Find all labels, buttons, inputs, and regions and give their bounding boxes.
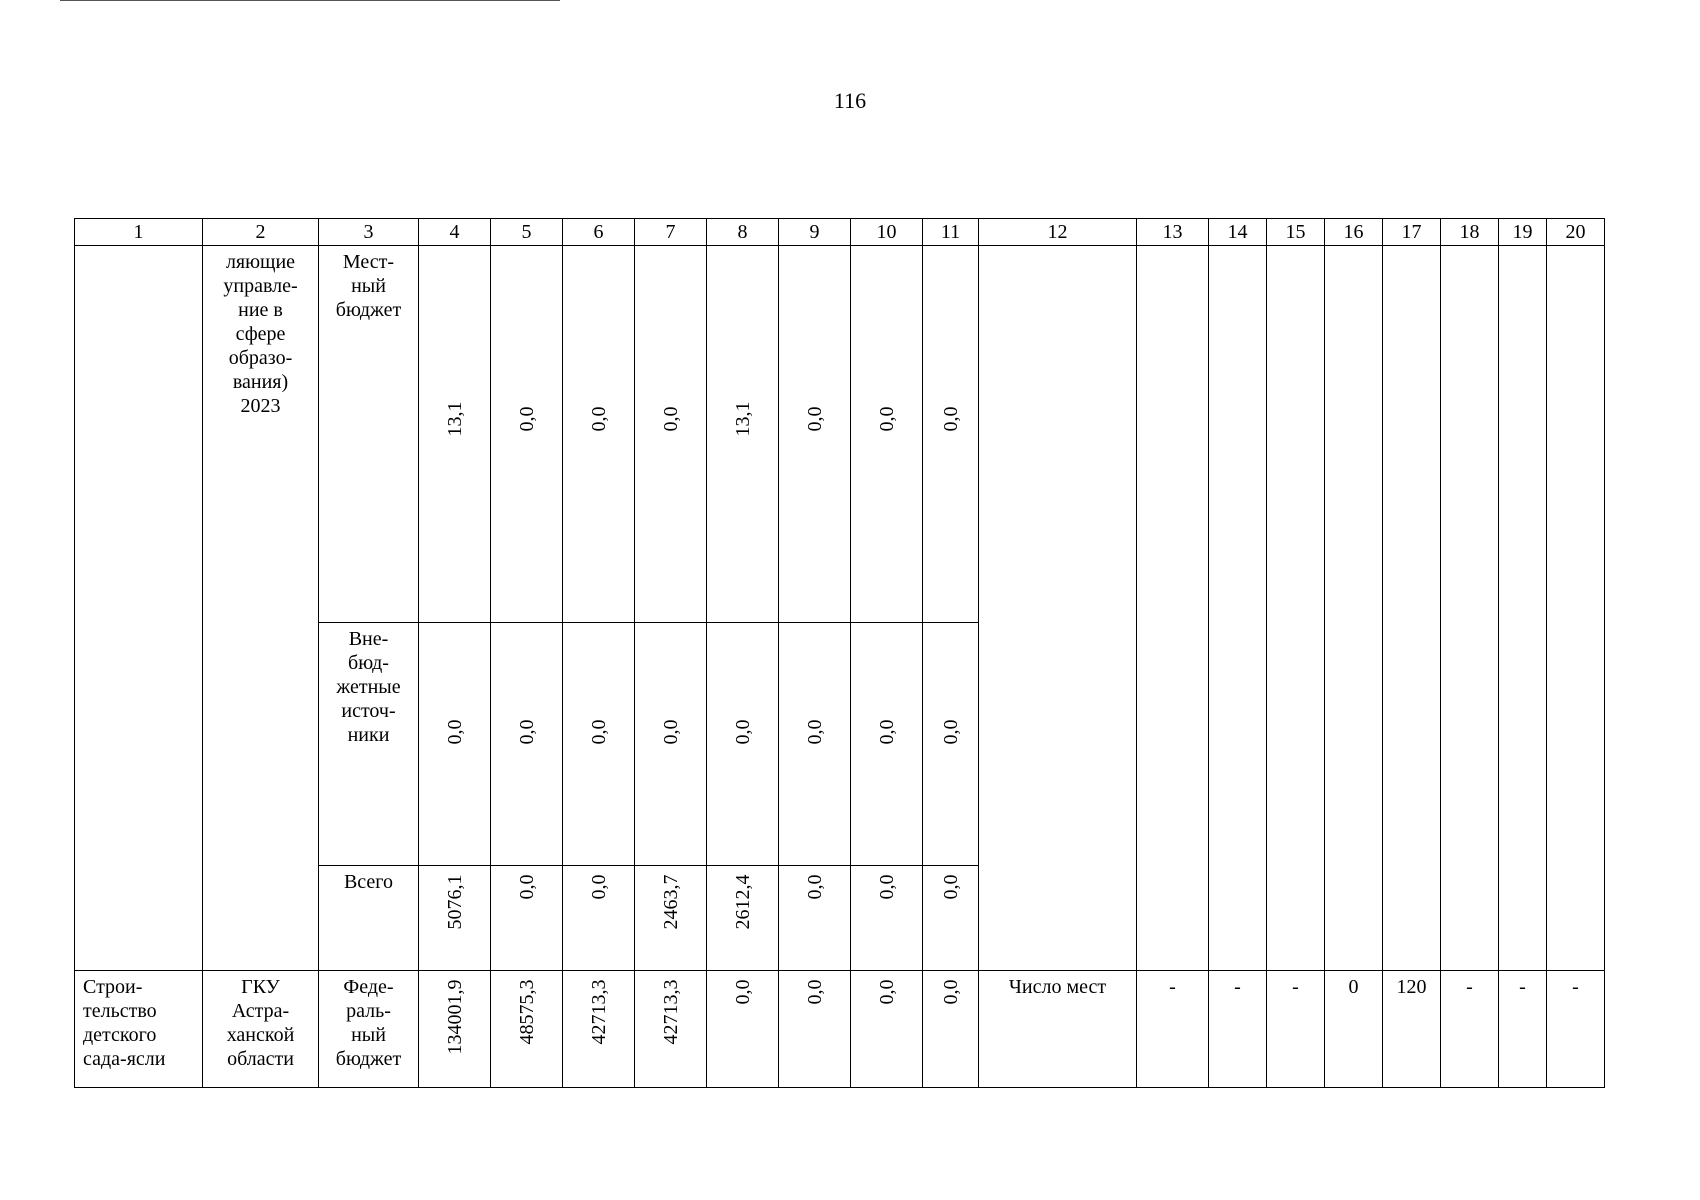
header-row bbox=[75, 219, 1605, 246]
text-line: Мест- bbox=[342, 251, 395, 273]
cell-empty bbox=[1383, 246, 1441, 971]
text-line: жетные bbox=[336, 676, 401, 698]
table-row bbox=[75, 246, 1605, 623]
table-row bbox=[75, 971, 1605, 1088]
tail-cell: - bbox=[1209, 971, 1267, 1088]
column-header-7: 7 bbox=[635, 219, 707, 246]
column-header-18: 18 bbox=[1441, 219, 1499, 246]
object-name-cell bbox=[75, 971, 203, 1088]
tail-cell: 120 bbox=[1383, 971, 1441, 1088]
text-line: бюджет bbox=[335, 299, 402, 321]
column-header-8: 8 bbox=[707, 219, 779, 246]
cell-empty bbox=[1547, 246, 1605, 971]
text-line: Строи- bbox=[83, 976, 143, 998]
column-header-13: 13 bbox=[1137, 219, 1209, 246]
value-cell: 0,0 bbox=[923, 246, 979, 623]
value-cell: 2463,7 bbox=[635, 866, 707, 971]
value-cell: 0,0 bbox=[779, 623, 851, 866]
column-header-16: 16 bbox=[1325, 219, 1383, 246]
value-cell: 13,1 bbox=[419, 246, 491, 623]
source-cell bbox=[319, 866, 419, 971]
column-header-12: 12 bbox=[979, 219, 1137, 246]
text-line: Вне- bbox=[348, 628, 389, 650]
text-line: ный bbox=[351, 1024, 386, 1046]
value-cell: 0,0 bbox=[635, 623, 707, 866]
text-line: сфере bbox=[235, 323, 286, 345]
column-header-14: 14 bbox=[1209, 219, 1267, 246]
text-line: ники bbox=[347, 724, 390, 746]
cell-empty bbox=[1325, 246, 1383, 971]
column-header-20: 20 bbox=[1547, 219, 1605, 246]
value-cell: 42713,3 bbox=[563, 971, 635, 1088]
cell-empty bbox=[1137, 246, 1209, 971]
text-line: бюд- bbox=[348, 652, 389, 674]
text-line: ние в bbox=[238, 299, 283, 321]
text-line: раль- bbox=[346, 1000, 391, 1022]
text-line: источ- bbox=[341, 700, 396, 722]
text-line: ГКУ bbox=[241, 976, 280, 998]
column-header-1: 1 bbox=[75, 219, 203, 246]
tail-cell: - bbox=[1441, 971, 1499, 1088]
value-cell: 0,0 bbox=[419, 623, 491, 866]
page-number: 116 bbox=[833, 88, 867, 113]
cell-empty bbox=[1267, 246, 1325, 971]
value-cell: 0,0 bbox=[779, 866, 851, 971]
top-rule bbox=[60, 0, 560, 1]
value-cell: 48575,3 bbox=[491, 971, 563, 1088]
cell-empty bbox=[1499, 246, 1547, 971]
source-cell bbox=[319, 623, 419, 866]
value-cell: 0,0 bbox=[491, 623, 563, 866]
text-line: бюджет bbox=[335, 1048, 402, 1070]
tail-cell: - bbox=[1547, 971, 1605, 1088]
tail-cell: 0 bbox=[1325, 971, 1383, 1088]
text-line: тельство bbox=[83, 1000, 157, 1022]
budget-table bbox=[74, 218, 1605, 1088]
column-header-10: 10 bbox=[851, 219, 923, 246]
cell-col12-empty bbox=[979, 246, 1137, 971]
text-line: Всего bbox=[343, 871, 394, 893]
value-cell: 0,0 bbox=[923, 971, 979, 1088]
column-header-2: 2 bbox=[203, 219, 319, 246]
value-cell: 0,0 bbox=[563, 623, 635, 866]
column-header-9: 9 bbox=[779, 219, 851, 246]
tail-cell: - bbox=[1137, 971, 1209, 1088]
text-line: 2023 bbox=[240, 395, 281, 417]
value-cell: 0,0 bbox=[635, 246, 707, 623]
indicator-cell: Число мест bbox=[979, 971, 1137, 1088]
cell-col1-empty bbox=[75, 246, 203, 971]
value-cell: 0,0 bbox=[923, 866, 979, 971]
source-cell bbox=[319, 971, 419, 1088]
text-line: Астра- bbox=[231, 1000, 290, 1022]
column-header-4: 4 bbox=[419, 219, 491, 246]
text-line: управле- bbox=[223, 275, 298, 297]
value-cell: 0,0 bbox=[491, 246, 563, 623]
value-cell: 0,0 bbox=[779, 246, 851, 623]
value-cell: 0,0 bbox=[851, 971, 923, 1088]
value-cell: 0,0 bbox=[851, 623, 923, 866]
column-header-6: 6 bbox=[563, 219, 635, 246]
executor-cell bbox=[203, 971, 319, 1088]
value-cell: 2612,4 bbox=[707, 866, 779, 971]
column-header-3: 3 bbox=[319, 219, 419, 246]
value-cell: 0,0 bbox=[779, 971, 851, 1088]
column-header-19: 19 bbox=[1499, 219, 1547, 246]
value-cell: 42713,3 bbox=[635, 971, 707, 1088]
cell-col2-continued bbox=[203, 246, 319, 971]
value-cell: 13,1 bbox=[707, 246, 779, 623]
value-cell: 0,0 bbox=[707, 971, 779, 1088]
text-line: сада-ясли bbox=[83, 1048, 166, 1070]
value-cell: 0,0 bbox=[923, 623, 979, 866]
column-header-17: 17 bbox=[1383, 219, 1441, 246]
value-cell: 0,0 bbox=[563, 246, 635, 623]
tail-cell: - bbox=[1499, 971, 1547, 1088]
value-cell: 0,0 bbox=[491, 866, 563, 971]
source-cell bbox=[319, 246, 419, 623]
text-line: ханской bbox=[226, 1024, 295, 1046]
value-cell: 134001,9 bbox=[419, 971, 491, 1088]
column-header-11: 11 bbox=[923, 219, 979, 246]
text-line: образо- bbox=[228, 347, 293, 369]
value-cell: 0,0 bbox=[707, 623, 779, 866]
column-header-15: 15 bbox=[1267, 219, 1325, 246]
cell-empty bbox=[1209, 246, 1267, 971]
text-line: ляющие bbox=[225, 251, 296, 273]
text-line: Феде- bbox=[343, 976, 394, 998]
value-cell: 5076,1 bbox=[419, 866, 491, 971]
cell-empty bbox=[1441, 246, 1499, 971]
text-line: ный bbox=[351, 275, 386, 297]
value-cell: 0,0 bbox=[851, 246, 923, 623]
text-line: вания) bbox=[232, 371, 289, 393]
text-line: области bbox=[227, 1048, 294, 1070]
tail-cell: - bbox=[1267, 971, 1325, 1088]
value-cell: 0,0 bbox=[851, 866, 923, 971]
text-line: детского bbox=[83, 1024, 157, 1046]
column-header-5: 5 bbox=[491, 219, 563, 246]
value-cell: 0,0 bbox=[563, 866, 635, 971]
